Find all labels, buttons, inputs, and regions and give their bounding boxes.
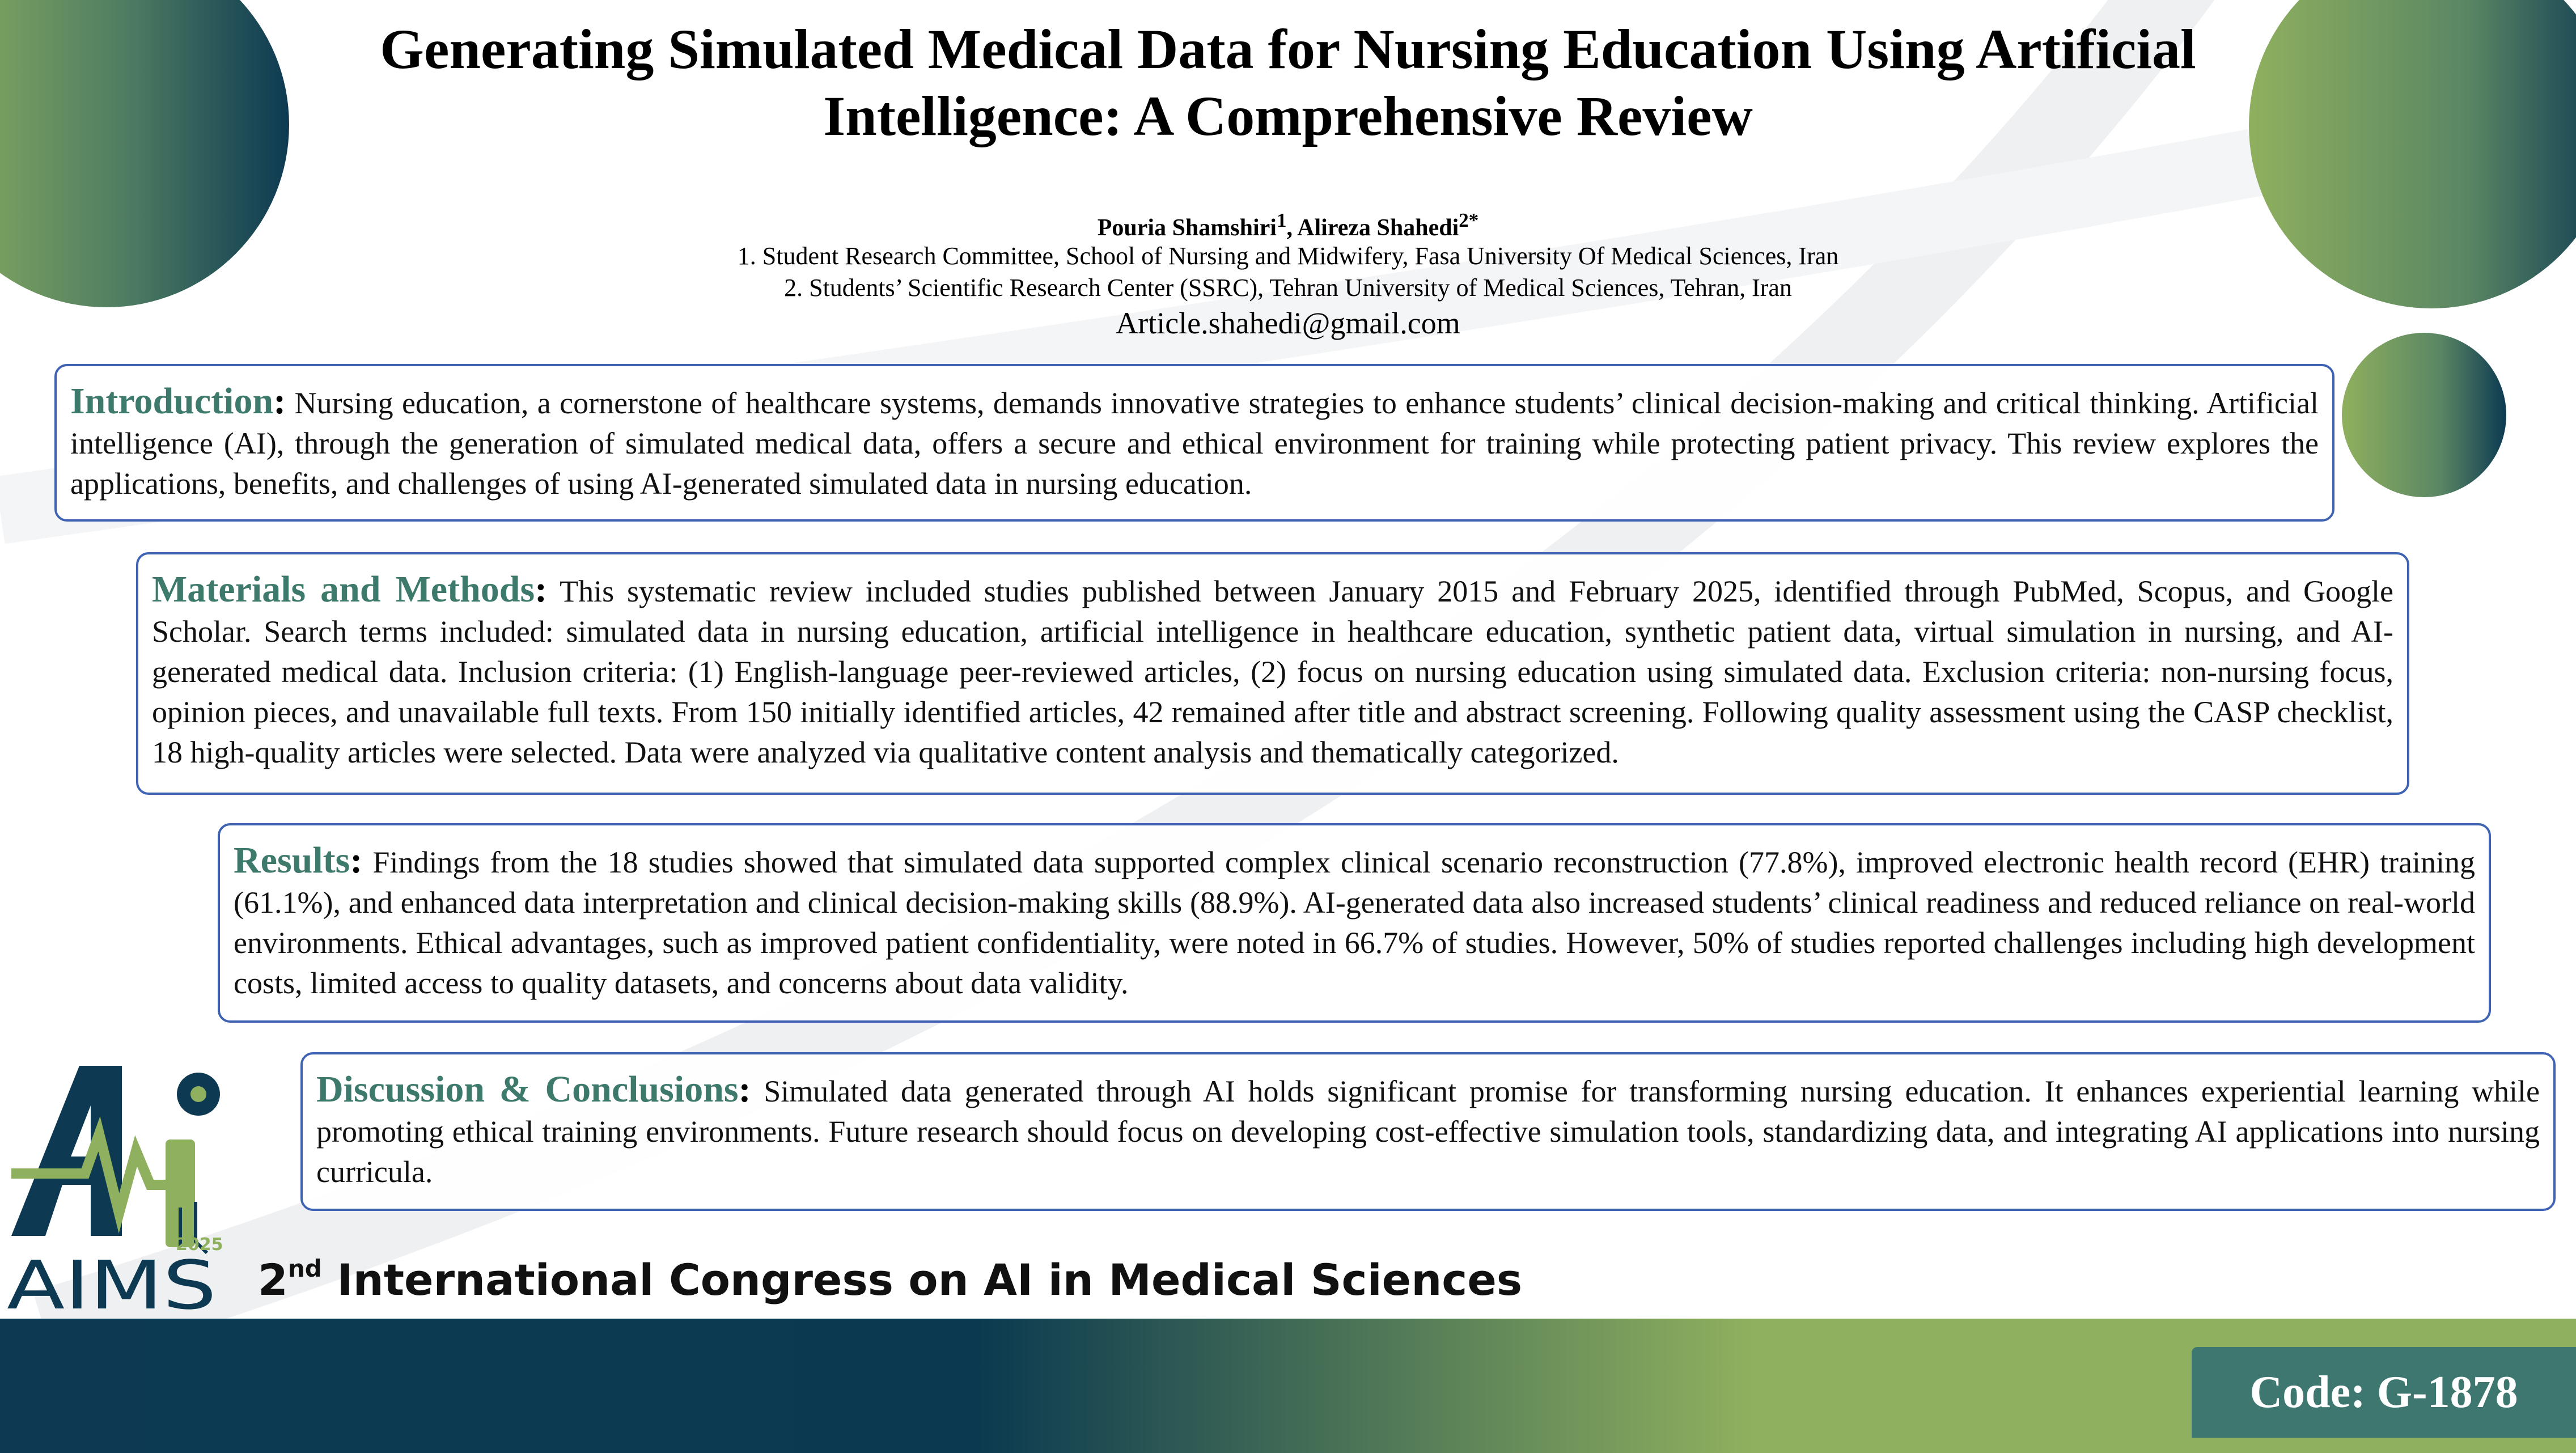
contact-email: Article.shahedi@gmail.com <box>1116 306 1460 340</box>
author-line <box>0 205 2576 243</box>
author-separator: , <box>1286 215 1298 241</box>
methods-heading: Materials and Methods <box>152 569 535 610</box>
footer-band <box>0 1319 2576 1453</box>
results-box <box>218 823 2491 1023</box>
methods-box <box>136 552 2409 795</box>
author-1: Pouria Shamshiri <box>1097 215 1277 241</box>
discussion-box <box>300 1052 2556 1211</box>
results-text: Findings from the 18 studies showed that simulated data supported complex clinical scenario reconstruction (77.8%), improved electronic health record (EHR) training (61.1%), and enhanced data interpretation and clinical decision-making skills (88.9%). AI-generated data also increased students’ clinical readiness and reduced reliance on real-world environments. Ethical advantages, such as improved patient confidentiality, were noted in 66.7% of studies. However, 50% of studies reported challenges including high development costs, limited access to quality datasets, and concerns about data validity. <box>234 845 2475 1000</box>
discussion-text: Simulated data generated through AI holds significant promise for transforming nursing education. It enhances experiential learning while promoting ethical training environments. Future research should focus on developing cost-effective simulation tools, standardizing data, and integrating AI applications into nursing curricula. <box>316 1074 2540 1189</box>
right-small-circle <box>2342 333 2506 497</box>
heading-colon: : <box>535 569 548 610</box>
introduction-box <box>54 364 2334 522</box>
discussion-heading: Discussion & Conclusions <box>316 1069 739 1110</box>
author-2: Alireza Shahedi <box>1297 215 1459 241</box>
author-2-affiliation-mark: 2* <box>1459 209 1479 231</box>
heading-colon: : <box>738 1069 751 1110</box>
affiliation-2: 2. Students’ Scientific Research Center (SSRC), Tehran University of Medical Sciences, Tehran, Iran <box>784 274 1792 302</box>
logo-wordmark: AIMS <box>7 1246 217 1315</box>
introduction-heading: Introduction <box>70 380 274 422</box>
heading-colon: : <box>273 380 286 422</box>
methods-text: This systematic review included studies published between January 2015 and February 2025, identified through PubMed, Scopus, and Google Scholar. Search terms included: simulated data in nursing education, artificial intelligence in healthcare education, synthetic patient data, virtual simulation in nursing, and AI-generated medical data. Inclusion criteria: (1) English-language peer-reviewed articles, (2) focus on nursing education using simulated data. Exclusion criteria: non-nursing focus, opinion pieces, and unavailable full texts. From 150 initially identified articles, 42 remained after title and abstract screening. Following quality assessment using the CASP checklist, 18 high-quality articles were selected. Data were analyzed via qualitative content analysis and thematically categorized. <box>152 574 2393 769</box>
author-1-affiliation-mark: 1 <box>1276 209 1287 231</box>
congress-ordinal-suffix: nd <box>287 1255 322 1282</box>
robot-eye-icon <box>190 1086 206 1102</box>
aims-logo <box>0 1054 238 1315</box>
affiliation-1: 1. Student Research Committee, School of Nursing and Midwifery, Fasa University Of Medical Sciences, Iran <box>737 242 1839 270</box>
poster-code: Code: G-1878 <box>2192 1347 2576 1438</box>
poster-title: Generating Simulated Medical Data for Nursing Education Using Artificial Intelligence: A Comprehensive Review <box>380 18 2196 147</box>
results-heading: Results <box>234 840 350 881</box>
logo-year: 2025 <box>176 1235 223 1255</box>
congress-name <box>258 1252 1522 1308</box>
introduction-text: Nursing education, a cornerstone of healthcare systems, demands innovative strategies to enhance students’ clinical decision-making and critical thinking. Artificial intelligence (AI), through the generation of simulated medical data, offers a secure and ethical environment for training while protecting patient privacy. This review explores the applications, benefits, and challenges of using AI-generated simulated data in nursing education. <box>70 386 2319 501</box>
heading-colon: : <box>350 840 363 881</box>
congress-title: International Congress on AI in Medical Sciences <box>321 1255 1523 1305</box>
congress-ordinal: 2 <box>258 1255 288 1305</box>
